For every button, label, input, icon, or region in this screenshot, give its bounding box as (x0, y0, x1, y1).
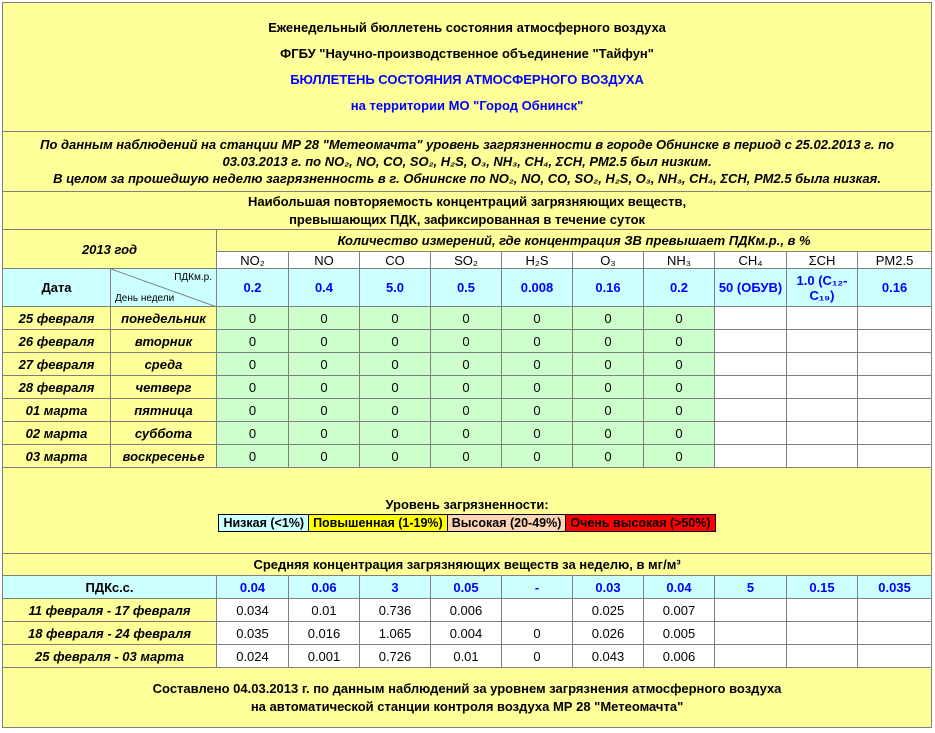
pdk-value: 0.16 (858, 269, 932, 307)
daily-title-line-2: превышающих ПДК, зафиксированная в течение суток (289, 211, 646, 227)
row-weekday: пятница (111, 399, 217, 422)
row-date: 28 февраля (3, 376, 111, 399)
pollutant-header: SO₂ (431, 252, 502, 269)
table-cell (858, 622, 932, 645)
table-cell: 0 (431, 399, 502, 422)
pdk-value: 1.0 (C₁₂-C₁₉) (787, 269, 858, 307)
pollutant-header: NH₃ (644, 252, 715, 269)
table-cell: 0 (360, 376, 431, 399)
table-cell (715, 645, 787, 668)
daily-table-title (3, 192, 932, 230)
table-cell: 0 (502, 622, 573, 645)
table-cell (715, 422, 787, 445)
table-cell (858, 353, 932, 376)
table-cell: 0 (217, 445, 289, 468)
weekly-pdk-value: 0.06 (289, 576, 360, 599)
row-weekday: четверг (111, 376, 217, 399)
table-cell: 0 (289, 399, 360, 422)
legend-item: Повышенная (1-19%) (308, 515, 447, 531)
legend-title: Уровень загрязненности: (385, 497, 549, 512)
table-cell: 0 (573, 353, 644, 376)
row-date: 02 марта (3, 422, 111, 445)
weekly-pdk-label (3, 576, 217, 599)
row-date: 26 февраля (3, 330, 111, 353)
pollutant-header: H₂S (502, 252, 573, 269)
weekly-pdk-label-text: ПДКс.с. (85, 579, 134, 595)
row-period: 11 февраля - 17 февраля (3, 599, 217, 622)
table-row (3, 445, 932, 468)
table-cell: 0 (217, 330, 289, 353)
table-cell: 0.035 (217, 622, 289, 645)
table-cell: 0 (573, 307, 644, 330)
table-cell: 0 (289, 422, 360, 445)
footer-line-1: Составлено 04.03.2013 г. по данным наблюдений за уровнем загрязнения атмосферного воздуха (152, 680, 782, 696)
summary-line-1: По данным наблюдений на станции МР 28 "Метеомачта" уровень загрязненности в городе Обнинске в период с 25.02.2013 г. по (40, 137, 894, 152)
table-cell (858, 645, 932, 668)
pollutant-header: NO (289, 252, 360, 269)
table-cell: 0 (217, 422, 289, 445)
table-cell: 0.004 (431, 622, 502, 645)
table-cell: 0.026 (573, 622, 644, 645)
table-row (3, 330, 932, 353)
count-header-text: Количество измерений, где концентрация ЗВ превышает ПДКм.р., в % (337, 233, 811, 248)
weekly-pdk-value: 0.05 (431, 576, 502, 599)
table-row (3, 622, 932, 645)
pdk-value: 0.008 (502, 269, 573, 307)
table-cell (715, 622, 787, 645)
weekly-pdk-value: 0.03 (573, 576, 644, 599)
legend-item: Высокая (20-49%) (447, 515, 566, 531)
table-cell: 0 (573, 422, 644, 445)
table-cell: 0.016 (289, 622, 360, 645)
table-cell: 0 (217, 307, 289, 330)
pdk-value: 0.5 (431, 269, 502, 307)
count-header (217, 230, 932, 252)
summary-line-2: 03.03.2013 г. по NO₂, NO, CO, SO₂, H₂S, O₃, NH₃, CH₄, ΣCH, PM2.5 был низким. (222, 154, 712, 169)
year-label: 2013 год (3, 230, 217, 269)
pdk-value: 0.2 (644, 269, 715, 307)
legend-items (218, 514, 715, 532)
table-cell: 0 (573, 445, 644, 468)
row-date: 03 марта (3, 445, 111, 468)
table-cell: 0.736 (360, 599, 431, 622)
table-row (3, 307, 932, 330)
table-cell: 0 (360, 422, 431, 445)
table-cell (787, 330, 858, 353)
table-cell: 0.006 (431, 599, 502, 622)
pdk-value: 50 (ОБУВ) (715, 269, 787, 307)
header-line-2: ФГБУ "Научно-производственное объединение "Тайфун" (280, 46, 654, 61)
table-cell (787, 599, 858, 622)
pollutant-header: PM2.5 (858, 252, 932, 269)
bulletin-table (2, 2, 932, 728)
table-cell: 0.01 (289, 599, 360, 622)
row-weekday: воскресенье (111, 445, 217, 468)
table-cell (715, 330, 787, 353)
pdk-value: 0.2 (217, 269, 289, 307)
table-cell (715, 399, 787, 422)
table-cell: 0 (360, 399, 431, 422)
table-cell (787, 353, 858, 376)
table-cell: 0.007 (644, 599, 715, 622)
summary-text (3, 132, 932, 192)
pdk-value: 0.16 (573, 269, 644, 307)
weekly-pdk-row (3, 576, 932, 599)
table-cell: 0 (644, 445, 715, 468)
row-weekday: суббота (111, 422, 217, 445)
table-cell: 0 (360, 353, 431, 376)
table-cell: 0 (360, 445, 431, 468)
table-cell: 0.025 (573, 599, 644, 622)
table-cell (787, 622, 858, 645)
table-cell: 0.006 (644, 645, 715, 668)
table-cell: 0 (431, 376, 502, 399)
header-line-3: БЮЛЛЕТЕНЬ СОСТОЯНИЯ АТМОСФЕРНОГО ВОЗДУХА (290, 72, 644, 87)
table-cell: 0 (217, 399, 289, 422)
table-cell: 0 (502, 307, 573, 330)
table-cell (787, 399, 858, 422)
pollutant-header: ΣCH (787, 252, 858, 269)
weekly-pdk-value: 0.15 (787, 576, 858, 599)
weekly-table-title: Средняя концентрация загрязняющих веществ за неделю, в мг/м³ (3, 554, 932, 576)
table-cell: 0.001 (289, 645, 360, 668)
table-cell (858, 422, 932, 445)
pdk-row (3, 269, 932, 307)
table-cell: 0 (502, 376, 573, 399)
row-date: 01 марта (3, 399, 111, 422)
summary-line-3: В целом за прошедшую неделю загрязненность в г. Обнинске по NO₂, NO, CO, SO₂, H₂S, O₃, NH₃, CH₄, ΣCH, PM2.5 была низкая. (53, 171, 881, 186)
row-period: 18 февраля - 24 февраля (3, 622, 217, 645)
table-cell: 0 (431, 422, 502, 445)
bulletin-sheet (2, 2, 931, 728)
table-cell (858, 599, 932, 622)
table-cell: 0 (217, 376, 289, 399)
table-row (3, 376, 932, 399)
legend-item: Низкая (<1%) (219, 515, 308, 531)
table-cell (787, 645, 858, 668)
bulletin-footer (3, 668, 932, 728)
header-line-1: Еженедельный бюллетень состояния атмосферного воздуха (268, 20, 666, 35)
daily-title-line-1: Наибольшая повторяемость концентраций загрязняющих веществ, (248, 193, 687, 209)
table-row (3, 399, 932, 422)
table-cell: 0 (644, 330, 715, 353)
table-cell: 0 (502, 422, 573, 445)
table-row (3, 599, 932, 622)
weekly-pdk-value: - (502, 576, 573, 599)
table-cell (858, 307, 932, 330)
table-cell: 0 (502, 353, 573, 376)
table-cell: 0.043 (573, 645, 644, 668)
table-cell (715, 376, 787, 399)
table-cell: 0.726 (360, 645, 431, 668)
table-cell: 0 (289, 353, 360, 376)
row-period: 25 февраля - 03 марта (3, 645, 217, 668)
daily-rows (3, 307, 932, 468)
pdk-weekday-cell (111, 269, 217, 307)
legend-section (3, 468, 932, 554)
table-row (3, 353, 932, 376)
table-cell: 0 (360, 307, 431, 330)
table-cell (858, 376, 932, 399)
bulletin-header (3, 3, 932, 132)
row-date: 25 февраля (3, 307, 111, 330)
table-cell: 0 (502, 645, 573, 668)
row-weekday: понедельник (111, 307, 217, 330)
table-cell (858, 399, 932, 422)
weekday-label: День недели (115, 293, 175, 304)
table-cell (858, 330, 932, 353)
weekly-rows (3, 599, 932, 668)
table-cell: 0 (573, 376, 644, 399)
pollutant-header: CO (360, 252, 431, 269)
table-cell (502, 599, 573, 622)
pollutant-header: O₃ (573, 252, 644, 269)
table-row (3, 645, 932, 668)
footer-line-2: на автоматической станции контроля воздуха МР 28 "Метеомачта" (250, 698, 684, 714)
table-cell: 0 (644, 307, 715, 330)
table-cell: 0 (217, 353, 289, 376)
header-line-4: на территории МО "Город Обнинск" (350, 98, 584, 113)
table-cell (715, 353, 787, 376)
table-cell: 0 (289, 445, 360, 468)
table-cell: 0 (431, 307, 502, 330)
weekly-pdk-value: 0.04 (644, 576, 715, 599)
table-cell: 0 (289, 307, 360, 330)
table-cell: 0.024 (217, 645, 289, 668)
table-cell: 0 (289, 330, 360, 353)
table-cell (858, 445, 932, 468)
table-cell: 0 (360, 330, 431, 353)
table-cell: 0 (644, 376, 715, 399)
table-cell (787, 422, 858, 445)
weekly-pdk-value: 3 (360, 576, 431, 599)
date-label: Дата (3, 269, 111, 307)
table-cell: 0 (573, 399, 644, 422)
table-row (3, 422, 932, 445)
table-cell: 0 (431, 445, 502, 468)
pdk-label: ПДКм.р. (174, 272, 212, 283)
table-cell: 0.01 (431, 645, 502, 668)
table-cell: 0.034 (217, 599, 289, 622)
row-weekday: среда (111, 353, 217, 376)
legend-item: Очень высокая (>50%) (565, 515, 714, 531)
table-cell: 0.005 (644, 622, 715, 645)
table-cell: 0 (431, 353, 502, 376)
pollutant-header: NO₂ (217, 252, 289, 269)
table-cell (715, 307, 787, 330)
row-date: 27 февраля (3, 353, 111, 376)
table-cell: 0 (573, 330, 644, 353)
pollutant-header: CH₄ (715, 252, 787, 269)
table-cell: 0 (644, 399, 715, 422)
pdk-value: 0.4 (289, 269, 360, 307)
table-cell: 0 (289, 376, 360, 399)
weekly-pdk-value: 0.035 (858, 576, 932, 599)
table-cell (787, 445, 858, 468)
table-cell: 0 (502, 399, 573, 422)
table-cell: 1.065 (360, 622, 431, 645)
weekly-pdk-value: 5 (715, 576, 787, 599)
table-cell: 0 (502, 445, 573, 468)
table-cell: 0 (644, 422, 715, 445)
table-cell: 0 (502, 330, 573, 353)
row-weekday: вторник (111, 330, 217, 353)
weekly-pdk-value: 0.04 (217, 576, 289, 599)
table-cell (715, 445, 787, 468)
table-cell: 0 (431, 330, 502, 353)
table-cell (787, 376, 858, 399)
pdk-value: 5.0 (360, 269, 431, 307)
table-cell: 0 (644, 353, 715, 376)
table-cell (787, 307, 858, 330)
table-cell (715, 599, 787, 622)
